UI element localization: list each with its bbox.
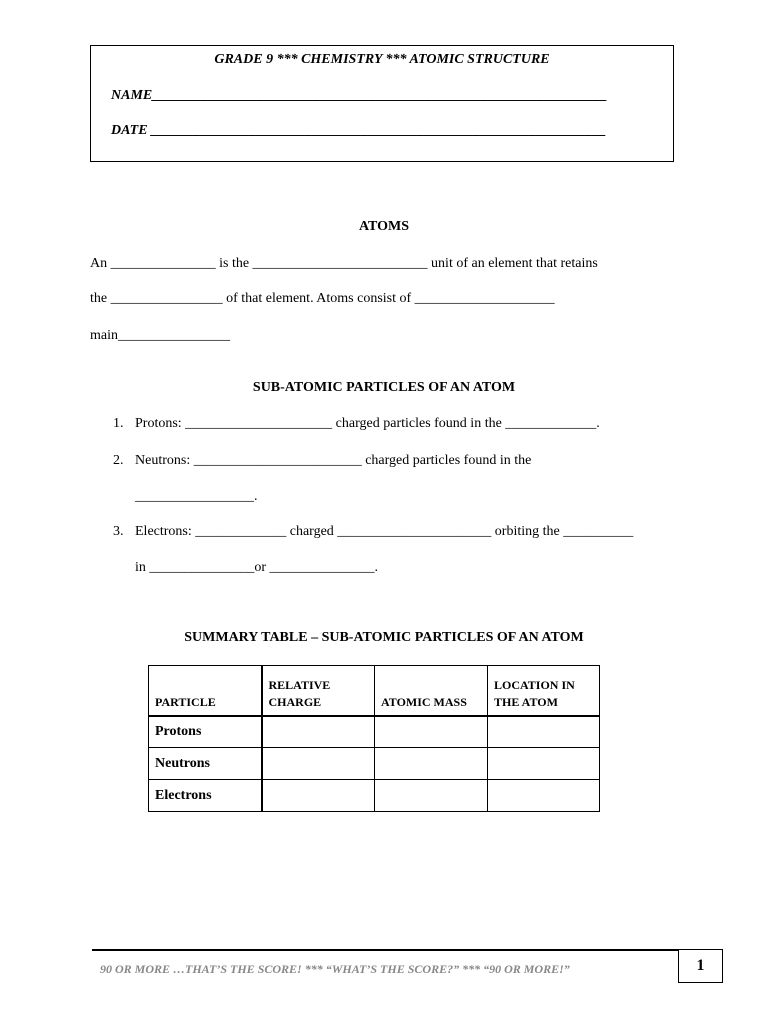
table-cell[interactable]	[488, 748, 600, 780]
header-box	[90, 45, 674, 162]
footer-slogan: 90 OR MORE …THAT’S THE SCORE! *** “WHAT’S THE SCORE?” *** “90 OR MORE!”	[100, 962, 570, 976]
electrons-line-2[interactable]: in _______________or _______________.	[135, 560, 379, 575]
table-cell[interactable]	[375, 780, 488, 812]
page-number: 1	[678, 949, 723, 983]
footer-divider	[92, 949, 678, 951]
table-row	[149, 780, 600, 812]
table-cell[interactable]	[375, 716, 488, 748]
column-header-particle: PARTICLE	[149, 666, 262, 716]
table-cell[interactable]	[262, 780, 375, 812]
item-number: 2.	[113, 453, 124, 468]
column-header-atomic-mass: ATOMIC MASS	[375, 666, 488, 716]
row-label-electrons: Electrons	[149, 780, 262, 812]
atoms-line-3[interactable]: main________________	[90, 328, 230, 343]
table-cell[interactable]	[488, 716, 600, 748]
atoms-line-2[interactable]: the ________________ of that element. Atoms consist of ____________________	[90, 291, 555, 306]
table-row	[149, 748, 600, 780]
item-number: 1.	[113, 416, 124, 431]
electrons-line-1[interactable]: Electrons: _____________ charged ______________________ orbiting the __________	[135, 524, 634, 539]
table-cell[interactable]	[375, 748, 488, 780]
column-header-location: LOCATION IN THE ATOM	[488, 666, 600, 716]
summary-table	[148, 665, 600, 812]
table-cell[interactable]	[262, 716, 375, 748]
name-field[interactable]: NAME_________________________________________________________________	[111, 88, 608, 103]
protons-line[interactable]: Protons: _____________________ charged particles found in the _____________.	[135, 416, 600, 431]
atoms-heading: ATOMS	[358, 219, 410, 234]
row-label-protons: Protons	[149, 716, 262, 748]
item-number: 3.	[113, 524, 124, 539]
table-cell[interactable]	[488, 780, 600, 812]
column-header-relative-charge: RELATIVE CHARGE	[262, 666, 375, 716]
date-field[interactable]: DATE _________________________________________________________________	[111, 123, 607, 138]
worksheet-title: GRADE 9 *** CHEMISTRY *** ATOMIC STRUCTURE	[214, 52, 550, 67]
table-cell[interactable]	[262, 748, 375, 780]
neutrons-line-1[interactable]: Neutrons: ________________________ charged particles found in the	[135, 453, 532, 468]
neutrons-line-2[interactable]: _________________.	[135, 489, 258, 504]
table-row	[149, 716, 600, 748]
atoms-line-1[interactable]: An _______________ is the _________________________ unit of an element that retains	[90, 256, 598, 271]
summary-heading: SUMMARY TABLE – SUB-ATOMIC PARTICLES OF AN ATOM	[184, 630, 584, 645]
row-label-neutrons: Neutrons	[149, 748, 262, 780]
subatomic-heading: SUB-ATOMIC PARTICLES OF AN ATOM	[252, 380, 516, 395]
